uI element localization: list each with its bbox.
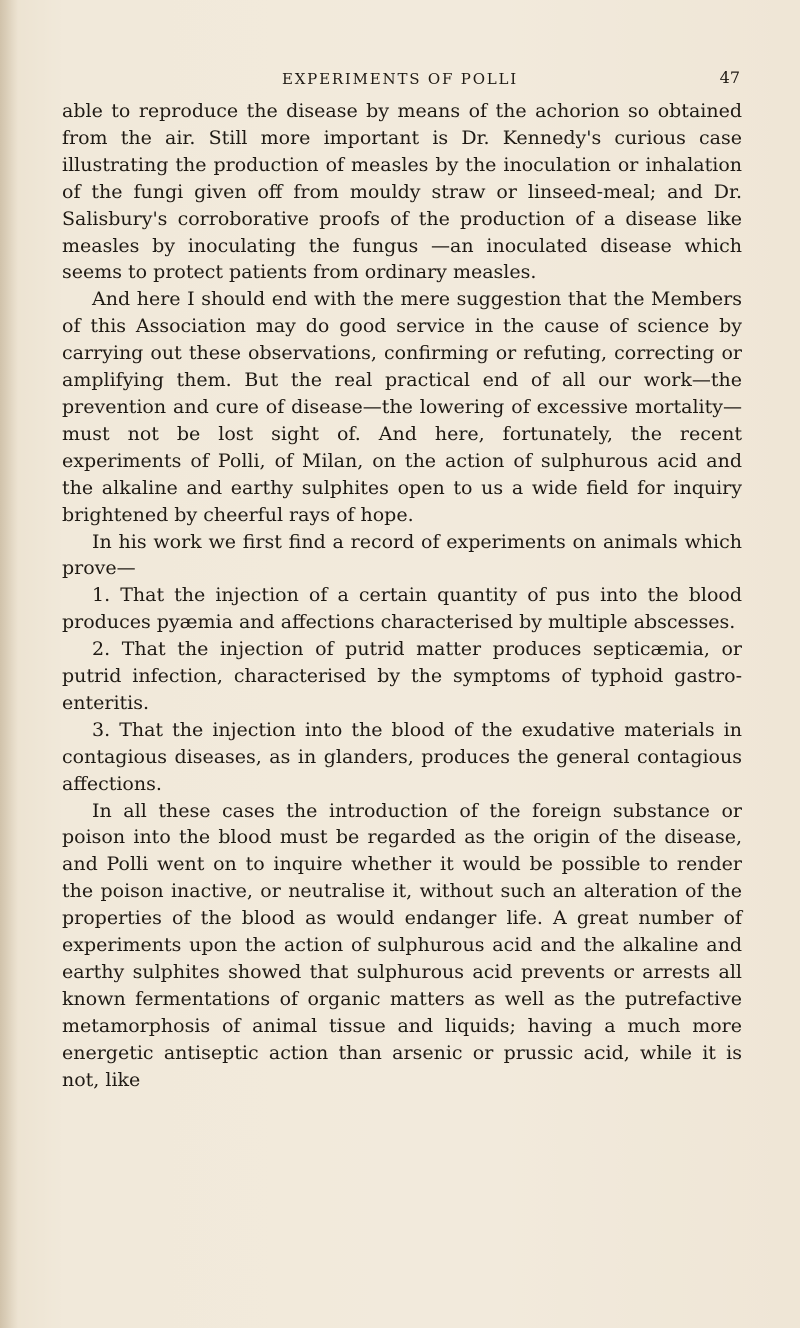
body-text (62, 98, 742, 1094)
running-header-title: EXPERIMENTS OF POLLI (281, 70, 519, 88)
list-item-3: 3. That the injection into the blood of the exudative materials in contagious diseases, as in glanders, produces the general contagious affections. (62, 718, 742, 795)
list-item-1: 1. That the injection of a certain quantity of pus into the blood produces pyæmia and affections characterised by multiple abscesses. (62, 584, 742, 634)
paragraph-polli-intro: In his work we first find a record of experiments on animals which prove— (62, 530, 742, 580)
running-header (0, 64, 800, 94)
paragraph-polli-experiments: In all these cases the introduction of the foreign substance or poison into the blood must be regarded as the origin of the disease, and Polli went on to inquire whether it would be possible to render the poison inactive, or neutralise it, without such an alteration of the properties of the blood as would endanger life. A great number of experiments upon the action of sulphurous acid and the alkaline and earthy sulphites showed that sulphurous acid prevents or arrests all known fermentations of organic matters as well as the putrefactive metamorphosis of animal tissue and liquids; having a much more energetic antiseptic action than arsenic or prussic acid, while it is not, like (62, 799, 742, 1091)
list-item-2: 2. That the injection of putrid matter produces septicæmia, or putrid infection, characterised by the symptoms of typhoid gastro-enteritis. (62, 638, 742, 714)
paragraph-association-suggestion: And here I should end with the mere suggestion that the Members of this Association may do good service in the cause of science by carrying out these observations, confirming or refuting, correcting or amplifying them. But the real practical end of all our work—the prevention and cure of disease—the lowering of excessive mortality—must not be lost sight of. And here, fortunately, the recent experiments of Polli, of Milan, on the action of sulphurous acid and the alkaline and earthy sulphites open to us a wide field for inquiry brightened by cheerful rays of hope. (62, 288, 742, 526)
page-edge-shadow (0, 0, 18, 1328)
paragraph-continuation: able to reproduce the disease by means of the achorion so obtained from the air. Still more important is Dr. Kennedy's curious case illustrating the production of measles by the inoculation or inhalation of the fungi given off from mouldy straw or linseed-meal; and Dr. Salisbury's corroborative proofs of the production of a disease like measles by inoculating the fungus —an inoculated disease which seems to protect patients from ordinary measles. (62, 100, 742, 284)
page-number: 47 (719, 68, 740, 87)
